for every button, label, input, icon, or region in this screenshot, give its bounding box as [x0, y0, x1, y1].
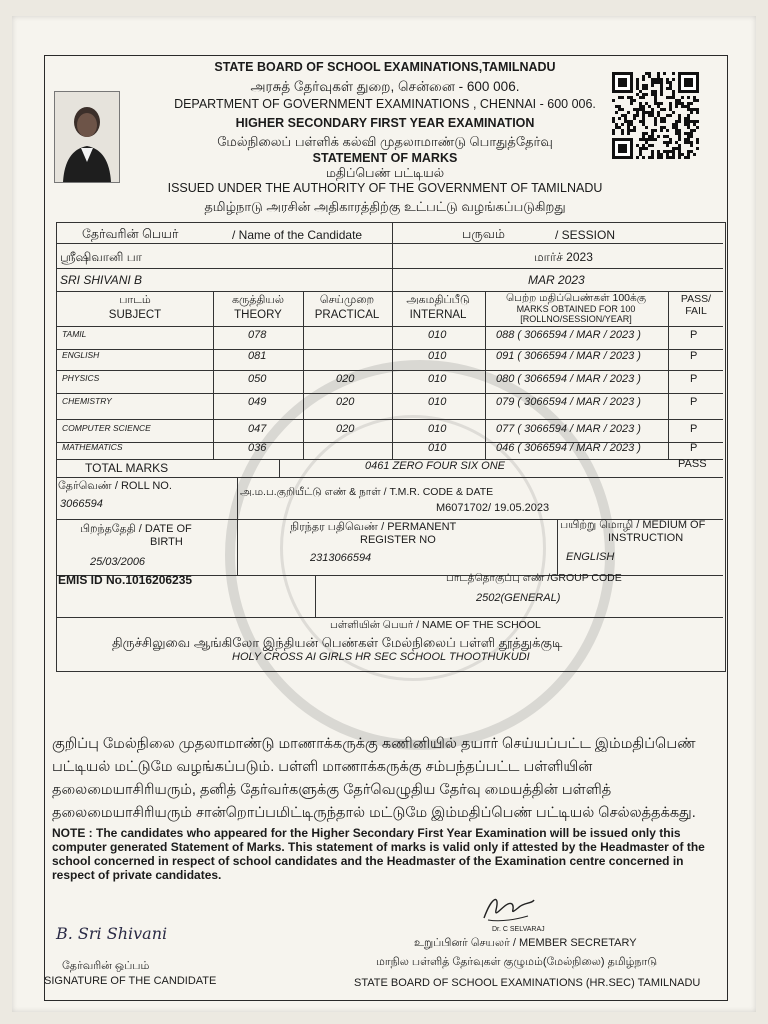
col-marks-ta: பெற்ற மதிப்பெண்கள் 100க்கு	[505, 292, 647, 304]
subject-name: COMPUTER SCIENCE	[62, 423, 151, 433]
subject-theory: 047	[248, 423, 267, 435]
session-ta: மார்ச் 2023	[534, 250, 593, 264]
group-label: பாடத்தொகுப்பு எண் /GROUP CODE	[446, 572, 622, 584]
subject-total: 079 ( 3066594 / MAR / 2023 )	[496, 396, 641, 408]
candidate-sig-label-ta: தேர்வரின் ஒப்பம்	[62, 960, 150, 972]
exam-title-en: HIGHER SECONDARY FIRST YEAR EXAMINATION	[235, 116, 535, 130]
col-internal-en: INTERNAL	[409, 309, 467, 321]
subject-theory: 050	[248, 373, 267, 385]
qr-code-icon	[612, 72, 702, 168]
subject-theory: 049	[248, 396, 267, 408]
subject-theory: 036	[248, 442, 267, 454]
statement-title-en: STATEMENT OF MARKS	[312, 151, 458, 165]
dob-value: 25/03/2006	[90, 556, 146, 568]
subject-result: P	[690, 329, 698, 341]
school-name-ta: திருச்சிலுவை ஆங்கிலோ இந்தியன் பெண்கள் மேல்நிலைப் பள்ளி தூத்துக்குடி	[112, 635, 563, 650]
tmr-label: அ.ம.ப.குறியீட்டு எண் & நாள் / T.M.R. CODE & DATE	[240, 486, 494, 498]
col-pass-en1: PASS/	[680, 293, 712, 305]
dob-label: பிறந்ததேதி / DATE OF	[80, 523, 192, 535]
subject-internal: 010	[428, 442, 447, 454]
roll-label: தேர்வெண் / ROLL NO.	[58, 480, 172, 492]
board-name-ta: மாநில பள்ளித் தேர்வுகள் குழுமம்(மேல்நிலை) தமிழ்நாடு	[376, 956, 658, 968]
reg-value: 2313066594	[310, 552, 372, 564]
col-marks-en2: [ROLLNO/SESSION/YEAR]	[520, 314, 632, 324]
candidate-sig-label-en: SIGNATURE OF THE CANDIDATE	[44, 975, 217, 987]
subject-practical: 020	[336, 396, 355, 408]
subject-internal: 010	[428, 350, 447, 362]
secretary-label: உறுப்பினர் செயலர் / MEMBER SECRETARY	[414, 937, 637, 949]
secretary-signature-icon	[478, 890, 538, 931]
total-label: TOTAL MARKS	[85, 461, 169, 475]
medium-label-line2: INSTRUCTION	[608, 532, 684, 544]
subject-total: 080 ( 3066594 / MAR / 2023 )	[496, 373, 641, 385]
board-name-en: STATE BOARD OF SCHOOL EXAMINATIONS (HR.SEC) TAMILNADU	[354, 977, 701, 989]
school-name-en: HOLY CROSS AI GIRLS HR SEC SCHOOL THOOTHUKUDI	[232, 651, 530, 663]
tmr-value: M6071702/ 19.05.2023	[436, 502, 550, 514]
subject-name: PHYSICS	[62, 373, 100, 383]
subject-name: CHEMISTRY	[62, 396, 112, 406]
col-subject-en: SUBJECT	[108, 309, 162, 321]
reg-label: நிரந்தர பதிவெண் / PERMANENT	[290, 521, 457, 533]
subject-name: TAMIL	[62, 329, 87, 339]
note-tamil: குறிப்பு மேல்நிலை முதலாமாண்டு மாணாக்கருக்கு கணினியில் தயார் செய்யப்பட்ட இம்மதிப்பெண் பட்டியல் மட்டுமே வழங்கப்படும். பள்ளி மாணாக்கருக்கு சம்பந்தப்பட்ட பள்ளியின் தலைமையாசிரியரும், தனித் தேர்வர்களுக்கு தேர்வெழுதிய தேர்வு மையத்தின் பள்ளித் தலைமையாசிரியரும் சான்றொப்பமிட்டிருந்தால் மட்டுமே இம்மதிப்பெண் பட்டியல் செல்லத்தக்கது.	[52, 736, 696, 821]
subject-result: P	[690, 373, 698, 385]
session-label-ta: பருவம்	[462, 227, 505, 241]
col-practical-en: PRACTICAL	[314, 309, 380, 321]
subject-theory: 081	[248, 350, 267, 362]
board-title: STATE BOARD OF SCHOOL EXAMINATIONS,TAMILNADU	[214, 60, 556, 74]
emis-id: EMIS ID No.1016206235	[58, 573, 193, 587]
candidate-name-ta: ஸ்ரீஷிவானி பா	[60, 250, 142, 264]
total-value: 0461 ZERO FOUR SIX ONE	[365, 460, 505, 472]
col-internal-ta: அகமதிப்பீடு	[406, 294, 470, 306]
reg-label-line2: REGISTER NO	[360, 534, 436, 546]
subject-name: ENGLISH	[62, 350, 100, 360]
medium-label: பயிற்று மொழி / MEDIUM OF	[560, 519, 706, 531]
subject-result: P	[690, 442, 698, 454]
candidate-signature: B. Sri Shivani	[56, 924, 168, 943]
subject-theory: 078	[248, 329, 267, 341]
dob-label-line2: BIRTH	[150, 536, 183, 548]
subject-practical: 020	[336, 373, 355, 385]
subject-result: P	[690, 396, 698, 408]
subject-total: 088 ( 3066594 / MAR / 2023 )	[496, 329, 641, 341]
subject-internal: 010	[428, 423, 447, 435]
school-label: பள்ளியின் பெயர் / NAME OF THE SCHOOL	[330, 619, 541, 631]
subject-total: 077 ( 3066594 / MAR / 2023 )	[496, 423, 641, 435]
subject-internal: 010	[428, 329, 447, 341]
col-theory-en: THEORY	[234, 309, 282, 321]
subject-practical: 020	[336, 423, 355, 435]
subject-total: 046 ( 3066594 / MAR / 2023 )	[496, 442, 641, 454]
group-value: 2502(GENERAL)	[476, 592, 561, 604]
authority-ta: தமிழ்நாடு அரசின் அதிகாரத்திற்கு உட்பட்டு வழங்கப்படுகிறது	[204, 199, 566, 214]
medium-value: ENGLISH	[566, 551, 615, 563]
authority-en: ISSUED UNDER THE AUTHORITY OF THE GOVERNMENT OF TAMILNADU	[167, 181, 603, 195]
name-label-en: / Name of the Candidate	[232, 228, 363, 242]
col-theory-ta: கருத்தியல்	[232, 294, 284, 306]
subject-result: P	[690, 423, 698, 435]
dept-title-ta: அரசுத் தேர்வுகள் துறை, சென்னை - 600 006.	[250, 79, 520, 94]
col-marks-en1: MARKS OBTAINED FOR 100	[516, 304, 636, 314]
subject-name: MATHEMATICS	[62, 442, 123, 452]
note-english: NOTE : The candidates who appeared for the Higher Secondary First Year Examination will be issued only this computer generated Statement of Marks. This statement of marks is valid only if attested by the Headmaster of the school concerned in respect of school candidates and the Headmaster of the Examination centre concerned in respect of private candidates.	[52, 826, 705, 882]
session-en: MAR 2023	[528, 273, 585, 287]
total-result: PASS	[678, 458, 707, 470]
subject-internal: 010	[428, 373, 447, 385]
name-label-ta: தேர்வரின் பெயர்	[82, 227, 179, 241]
session-label-en: / SESSION	[555, 228, 616, 242]
subject-total: 091 ( 3066594 / MAR / 2023 )	[496, 350, 641, 362]
candidate-photo	[54, 91, 120, 183]
secretary-name: Dr. C SELVARAJ	[492, 926, 545, 933]
exam-title-ta: மேல்நிலைப் பள்ளிக் கல்வி முதலாமாண்டு பொதுத்தேர்வு	[217, 134, 553, 149]
dept-title-en: DEPARTMENT OF GOVERNMENT EXAMINATIONS , CHENNAI - 600 006.	[174, 97, 596, 111]
subject-internal: 010	[428, 396, 447, 408]
col-practical-ta: செய்முறை	[319, 294, 375, 306]
roll-value: 3066594	[60, 498, 103, 510]
col-subject-ta: பாடம்	[119, 294, 151, 306]
subject-result: P	[690, 350, 698, 362]
statement-title-ta: மதிப்பெண் பட்டியல்	[325, 166, 445, 180]
col-pass-en2: FAIL	[685, 305, 707, 317]
candidate-name-en: SRI SHIVANI B	[60, 273, 143, 287]
